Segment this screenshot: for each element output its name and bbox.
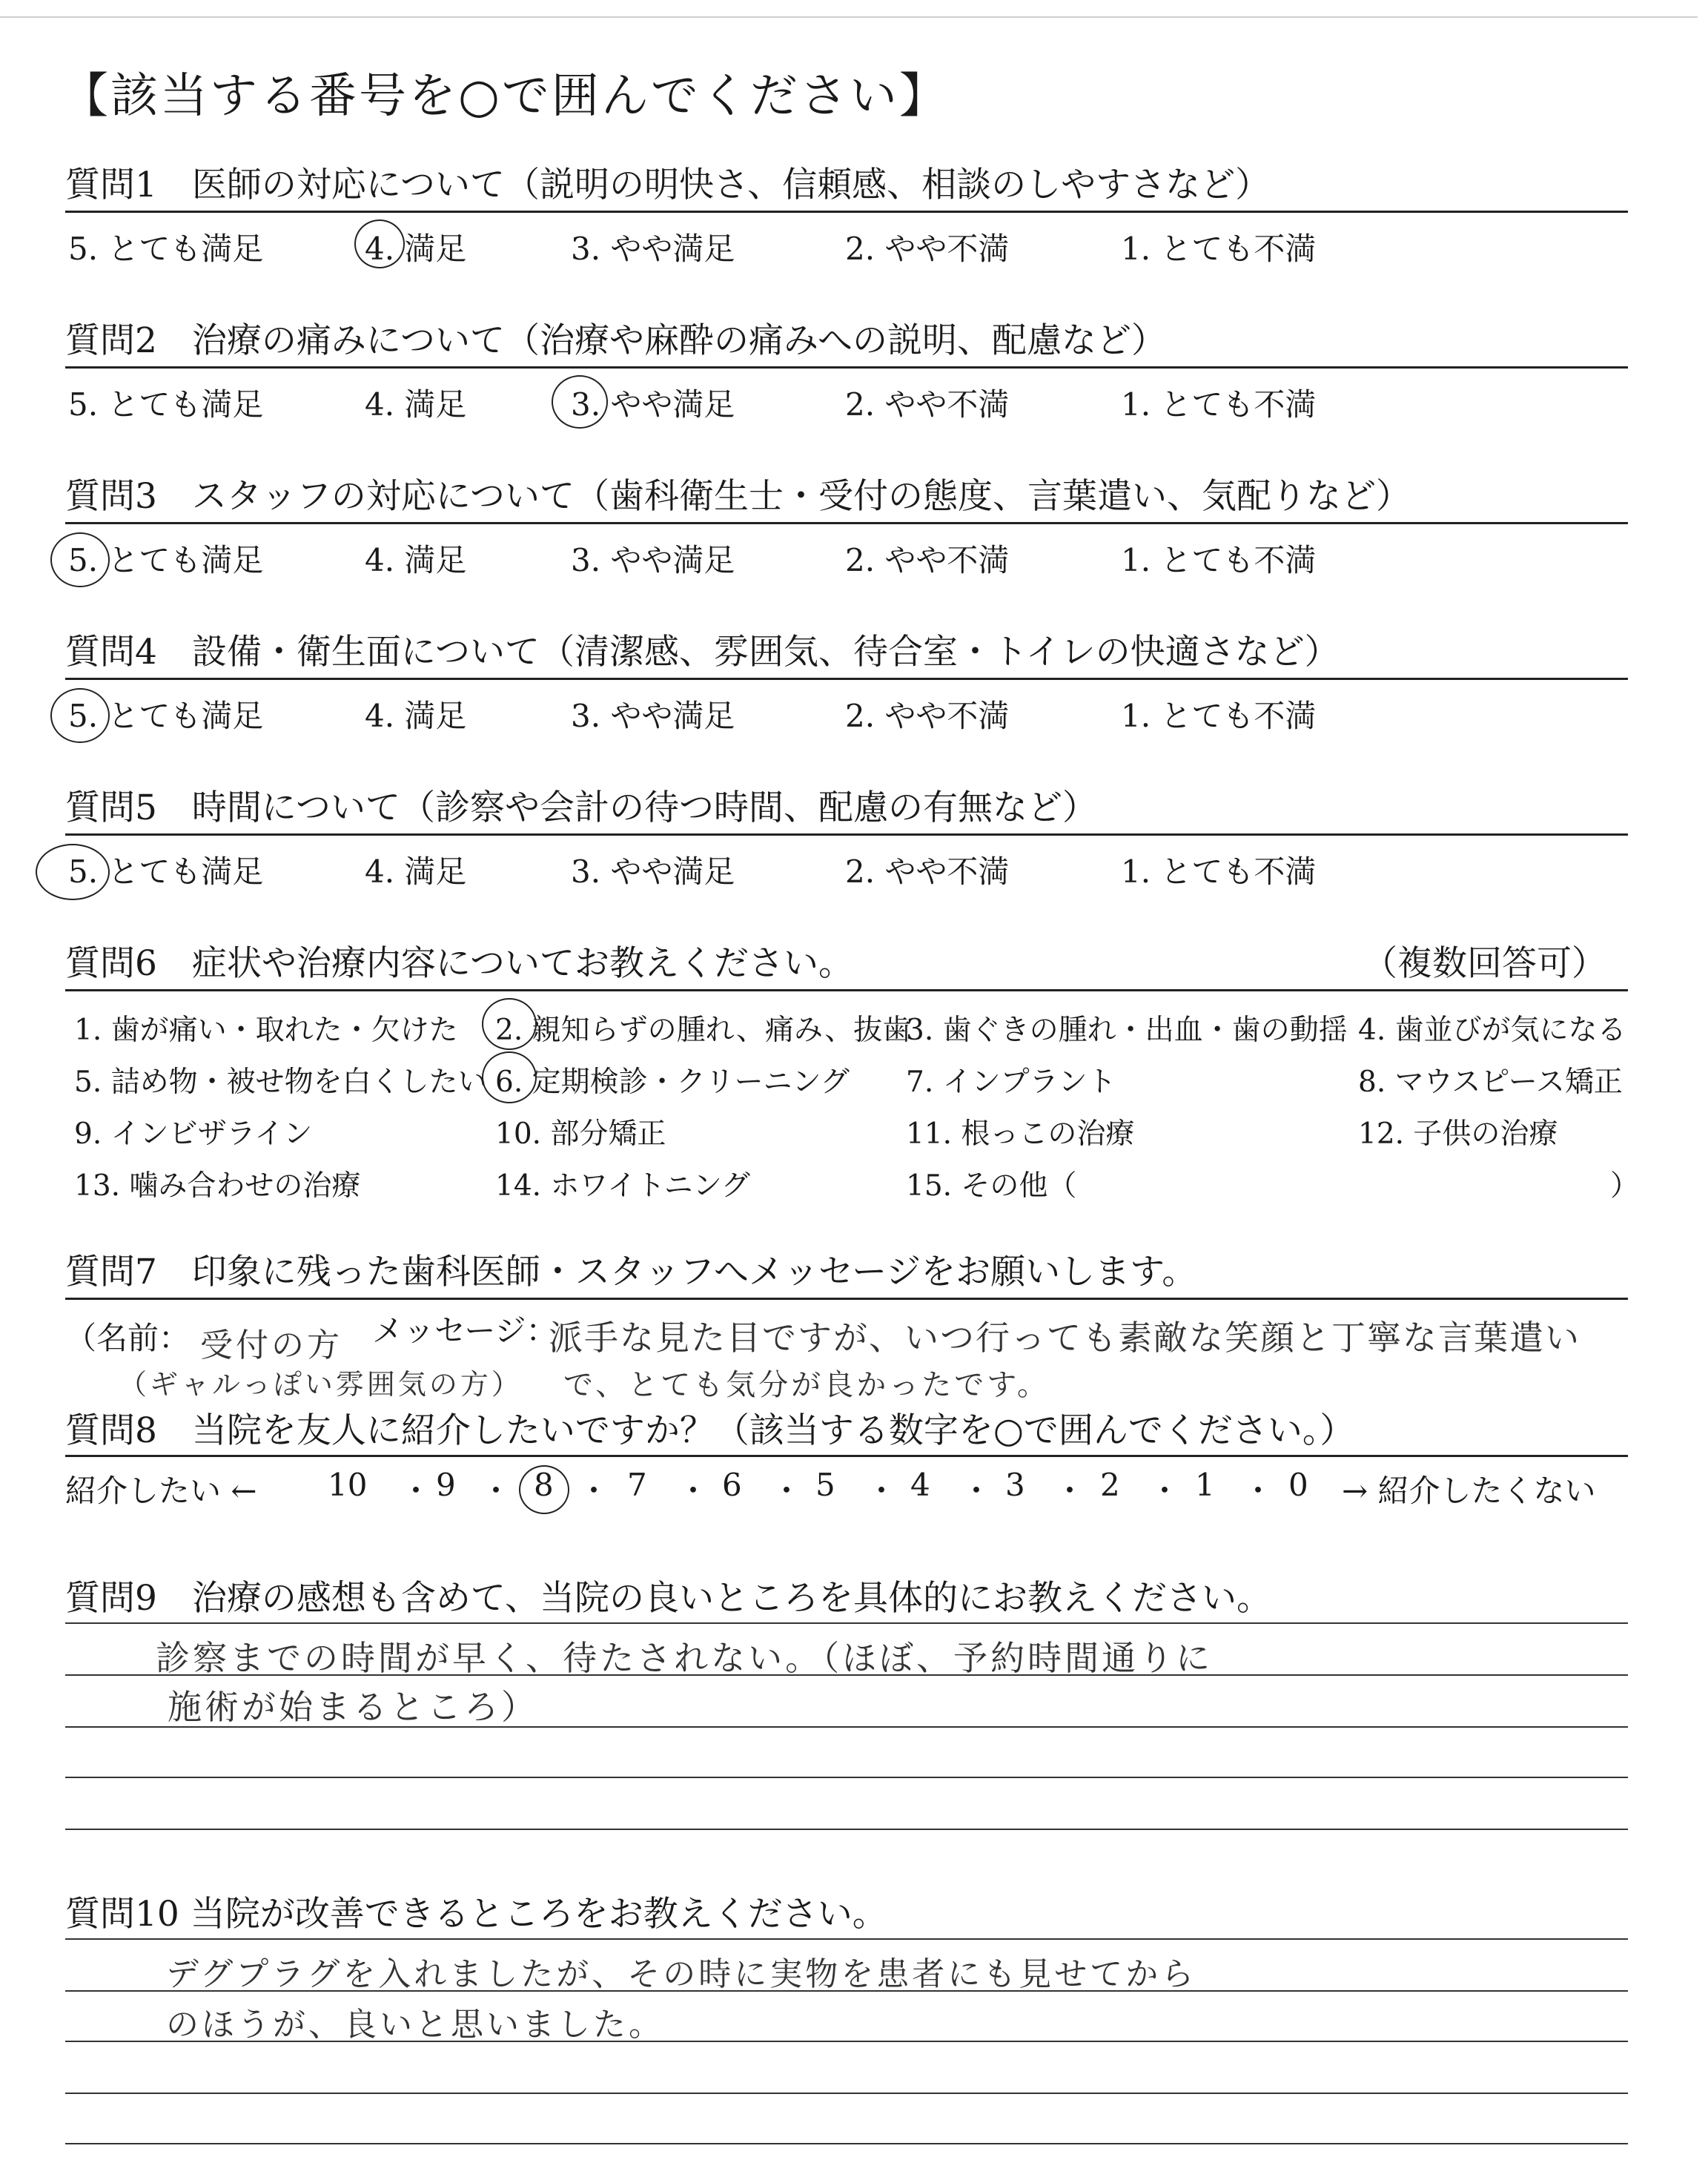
- q5-option-1[interactable]: 1. とても不満: [1121, 853, 1317, 890]
- q1-option-4[interactable]: 4. 満足: [365, 231, 467, 267]
- q6-other-close-paren: ）: [1610, 1169, 1640, 1203]
- q7-message-line-1[interactable]: 派手な見た目ですが、いつ行っても素敵な笑顔と丁寧な言葉遣い: [549, 1318, 1580, 1358]
- q8-scale-dot: ・: [578, 1473, 610, 1509]
- q7-name-label: （名前：: [65, 1320, 191, 1356]
- q6-option-9[interactable]: 9. インビザライン: [74, 1117, 313, 1151]
- q6-option-7[interactable]: 7. インプラント: [906, 1066, 1116, 1099]
- question-7-rule: [65, 1298, 1628, 1300]
- question-1-heading: 質問1 医師の対応について（説明の明快さ、信頼感、相談のしやすさなど）: [65, 165, 1271, 205]
- q10-answer-line-2[interactable]: のほうが、良いと思いました。: [166, 2006, 664, 2044]
- question-5-heading: 質問5 時間について（診察や会計の待つ時間、配慮の有無など）: [65, 787, 1097, 828]
- q1-selected-circle: [354, 219, 405, 268]
- question-4-rule: [65, 678, 1628, 680]
- q6-option-1[interactable]: 1. 歯が痛い・取れた・欠けた: [74, 1014, 458, 1047]
- q2-option-3[interactable]: 3. やや満足: [571, 386, 735, 423]
- q3-option-4[interactable]: 4. 満足: [365, 542, 467, 578]
- q7-name-value[interactable]: 受付の方: [200, 1327, 342, 1364]
- q5-option-2[interactable]: 2. やや不満: [845, 853, 1010, 890]
- scan-top-edge: [0, 16, 1698, 18]
- q8-scale-1[interactable]: 1: [1195, 1467, 1215, 1503]
- q2-option-1[interactable]: 1. とても不満: [1121, 386, 1317, 423]
- q1-option-1[interactable]: 1. とても不満: [1121, 231, 1317, 267]
- q6-option-14[interactable]: 14. ホワイトニング: [495, 1169, 750, 1203]
- q8-scale-dot: ・: [1054, 1473, 1086, 1509]
- question-5-rule: [65, 833, 1628, 836]
- q7-message-line-2[interactable]: で、とても気分が良かったです。: [563, 1368, 1050, 1402]
- q10-answer-line-1[interactable]: デグプラグを入れましたが、その時に実物を患者にも見せてから: [166, 1955, 1197, 1993]
- q3-option-2[interactable]: 2. やや不満: [845, 542, 1010, 578]
- question-8-heading: 質問8 当院を友人に紹介したいですか？（該当する数字を○で囲んでください。）: [65, 1410, 1355, 1451]
- q8-scale-6[interactable]: 6: [722, 1467, 742, 1503]
- q6-option-2[interactable]: 2. 親知らずの腫れ、痛み、抜歯: [495, 1014, 912, 1047]
- q5-option-4[interactable]: 4. 満足: [365, 853, 467, 890]
- q5-selected-circle: [36, 844, 110, 900]
- q8-scale-2[interactable]: 2: [1100, 1467, 1120, 1503]
- question-6-rule: [65, 989, 1628, 991]
- question-7-heading: 質問7 印象に残った歯科医師・スタッフへメッセージをお願いします。: [65, 1252, 1197, 1292]
- q2-option-2[interactable]: 2. やや不満: [845, 386, 1010, 423]
- q4-option-4[interactable]: 4. 満足: [365, 698, 467, 734]
- question-6-note: （複数回答可）: [1363, 943, 1606, 984]
- q10-line: [65, 2093, 1628, 2094]
- q6-option-10[interactable]: 10. 部分矯正: [495, 1117, 666, 1151]
- q8-scale-dot: ・: [678, 1473, 709, 1509]
- q1-option-3[interactable]: 3. やや満足: [571, 231, 735, 267]
- q8-scale-dot: ・: [1242, 1473, 1274, 1509]
- q4-option-2[interactable]: 2. やや不満: [845, 698, 1010, 734]
- q6-selected-circle-2: [482, 998, 537, 1050]
- q9-line: [65, 1622, 1628, 1624]
- q8-selected-circle: [519, 1465, 569, 1514]
- q6-option-4[interactable]: 4. 歯並びが気になる: [1358, 1014, 1626, 1047]
- question-1-rule: [65, 211, 1628, 213]
- q8-scale-8[interactable]: 8: [534, 1467, 554, 1503]
- q7-name-note[interactable]: （ギャルっぽい雰囲気の方）: [119, 1368, 523, 1401]
- question-4-heading: 質問4 設備・衛生面について（清潔感、雰囲気、待合室・トイレの快適さなど）: [65, 632, 1340, 673]
- q9-answer-line-1[interactable]: 診察までの時間が早く、待たされない。（ほぼ、予約時間通りに: [156, 1638, 1214, 1678]
- q8-scale-dot: ・: [866, 1473, 898, 1509]
- q2-selected-circle: [552, 375, 608, 429]
- q9-line: [65, 1777, 1628, 1778]
- q6-option-11[interactable]: 11. 根っこの治療: [906, 1117, 1135, 1151]
- q2-option-5[interactable]: 5. とても満足: [68, 386, 264, 423]
- q6-option-6[interactable]: 6. 定期検診・クリーニング: [495, 1066, 850, 1099]
- q2-option-4[interactable]: 4. 満足: [365, 386, 467, 423]
- question-9-heading: 質問9 治療の感想も含めて、当院の良いところを具体的にお教えください。: [65, 1578, 1271, 1619]
- q8-scale-10[interactable]: 10: [328, 1467, 368, 1503]
- q6-option-3[interactable]: 3. 歯ぐきの腫れ・出血・歯の動揺: [906, 1014, 1348, 1047]
- q6-option-8[interactable]: 8. マウスピース矯正: [1358, 1066, 1623, 1099]
- q8-scale-5[interactable]: 5: [815, 1467, 835, 1503]
- q8-scale-9[interactable]: 9: [436, 1467, 456, 1503]
- question-3-rule: [65, 522, 1628, 524]
- q3-selected-circle: [50, 532, 110, 587]
- q1-option-5[interactable]: 5. とても満足: [68, 231, 264, 267]
- q8-left-label: 紹介したい ←: [65, 1473, 257, 1509]
- q8-right-label: → 紹介したくない: [1342, 1473, 1596, 1509]
- q8-scale-dot: ・: [771, 1473, 803, 1509]
- question-2-rule: [65, 366, 1628, 369]
- question-2-heading: 質問2 治療の痛みについて（治療や麻酔の痛みへの説明、配慮など）: [65, 320, 1167, 361]
- q8-scale-7[interactable]: 7: [627, 1467, 647, 1503]
- q6-selected-circle-6: [482, 1051, 537, 1103]
- q3-option-1[interactable]: 1. とても不満: [1121, 542, 1317, 578]
- question-8-rule: [65, 1455, 1628, 1457]
- form-title: 【該当する番号を○で囲んでください】: [61, 69, 949, 124]
- q6-option-12[interactable]: 12. 子供の治療: [1358, 1117, 1558, 1151]
- q7-message-label: メッセージ：: [372, 1312, 557, 1349]
- q4-selected-circle: [50, 688, 110, 743]
- q8-scale-dot: ・: [480, 1473, 512, 1509]
- q8-scale-3[interactable]: 3: [1005, 1467, 1025, 1503]
- q9-answer-line-2[interactable]: 施術が始まるところ）: [168, 1687, 538, 1727]
- q8-scale-dot: ・: [400, 1473, 432, 1509]
- q8-scale-0[interactable]: 0: [1288, 1467, 1308, 1503]
- q6-option-5[interactable]: 5. 詰め物・被せ物を白くしたい: [74, 1066, 487, 1099]
- q3-option-3[interactable]: 3. やや満足: [571, 542, 735, 578]
- q5-option-5[interactable]: 5. とても満足: [68, 853, 264, 890]
- question-3-heading: 質問3 スタッフの対応について（歯科衛生士・受付の態度、言葉遣い、気配りなど）: [65, 476, 1411, 517]
- q6-option-15[interactable]: 15. その他（: [906, 1169, 1077, 1203]
- q4-option-1[interactable]: 1. とても不満: [1121, 698, 1317, 734]
- q1-option-2[interactable]: 2. やや不満: [845, 231, 1010, 267]
- q4-option-3[interactable]: 3. やや満足: [571, 698, 735, 734]
- q6-option-13[interactable]: 13. 噛み合わせの治療: [74, 1169, 361, 1203]
- q8-scale-4[interactable]: 4: [910, 1467, 930, 1503]
- q3-option-5[interactable]: 5. とても満足: [68, 542, 264, 578]
- q10-line: [65, 2143, 1628, 2144]
- q4-option-5[interactable]: 5. とても満足: [68, 698, 264, 734]
- q8-scale-dot: ・: [961, 1473, 993, 1509]
- q9-line: [65, 1829, 1628, 1830]
- question-10-heading: 質問10 当院が改善できるところをお教えください。: [65, 1894, 887, 1935]
- q8-scale-dot: ・: [1149, 1473, 1181, 1509]
- q10-line: [65, 1938, 1628, 1940]
- q5-option-3[interactable]: 3. やや満足: [571, 853, 735, 890]
- question-6-heading: 質問6 症状や治療内容についてお教えください。: [65, 943, 853, 984]
